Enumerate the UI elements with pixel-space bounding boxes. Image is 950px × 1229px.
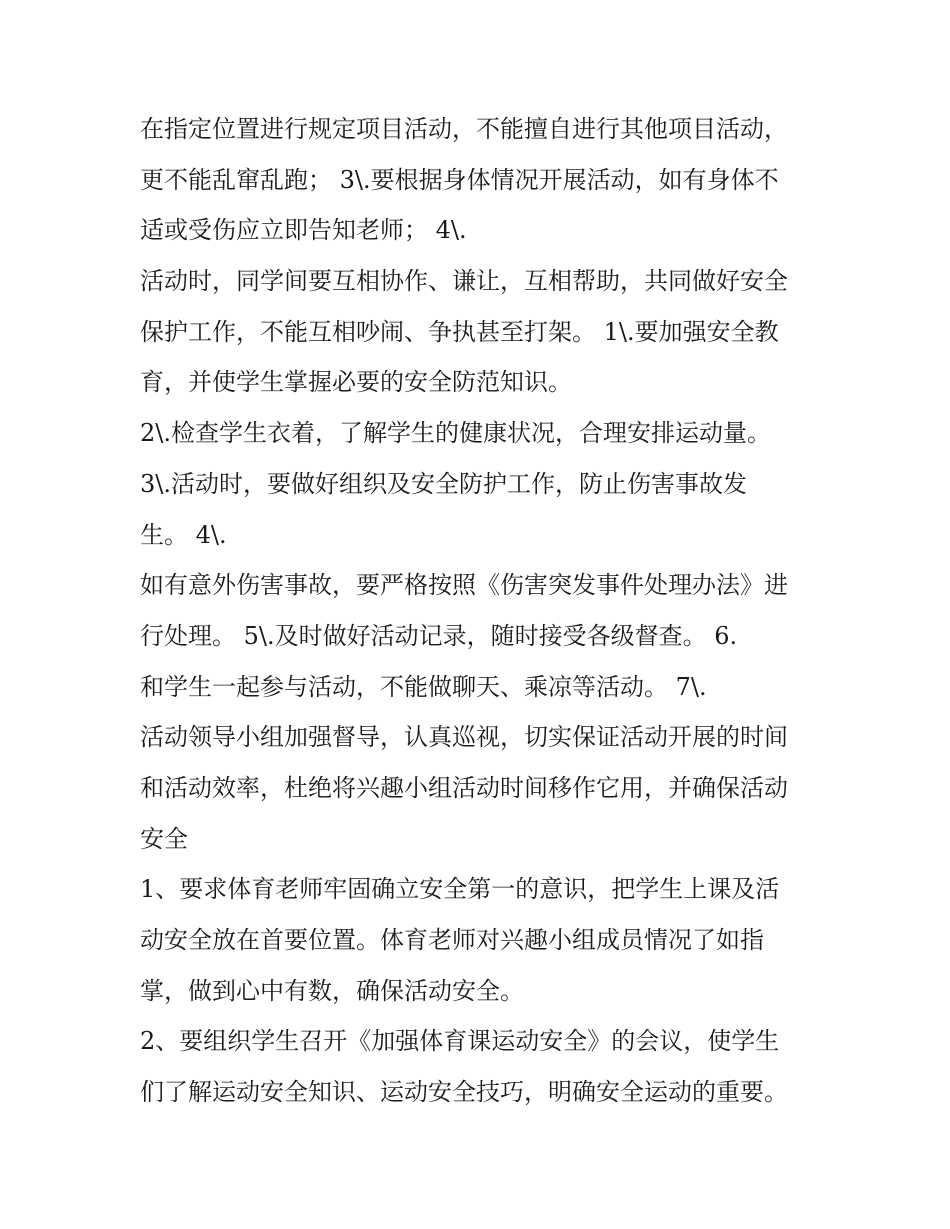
text-line: 在指定位置进行规定项目活动，不能擅自进行其他项目活动，	[140, 115, 788, 143]
text-line: 1、要求体育老师牢固确立安全第一的意识，把学生上课及活	[140, 875, 780, 904]
text-line: 2\.检查学生衣着，了解学生的健康状况，合理安排运动量。	[140, 419, 771, 448]
text-line: 2、要组织学生召开《加强体育课运动安全》的会议，使学生	[140, 1027, 780, 1056]
text-line: 生。 4\.	[140, 520, 227, 549]
text-line: 育，并使学生掌握必要的安全防范知识。	[140, 368, 572, 397]
text-line: 掌，做到心中有数，确保活动安全。	[140, 976, 524, 1005]
text-line: 保护工作，不能互相吵闹、争执甚至打架。 1\.要加强安全教	[140, 317, 779, 346]
text-line: 们了解运动安全知识、运动安全技巧，明确安全运动的重要。	[140, 1078, 788, 1107]
text-line: 和活动效率，杜绝将兴趣小组活动时间移作它用，并确保活动	[140, 773, 788, 802]
text-line: 行处理。 5\.及时做好活动记录，随时接受各级督查。 6.	[140, 621, 738, 650]
body-text	[140, 104, 820, 1118]
text-line: 动安全放在首要位置。体育老师对兴趣小组成员情况了如指	[140, 926, 764, 954]
text-line: 3\.活动时，要做好组织及安全防护工作，防止伤害事故发	[140, 469, 747, 498]
text-line: 活动时，同学间要互相协作、谦让，互相帮助，共同做好安全	[140, 267, 788, 296]
text-line: 适或受伤应立即告知老师； 4\.	[140, 216, 467, 245]
text-line: 活动领导小组加强督导，认真巡视，切实保证活动开展的时间	[140, 723, 788, 752]
text-line: 如有意外伤害事故，要严格按照《伤害突发事件处理办法》进	[140, 571, 788, 600]
text-line: 更不能乱窜乱跑； 3\.要根据身体情况开展活动，如有身体不	[140, 165, 779, 194]
text-line: 和学生一起参与活动，不能做聊天、乘凉等活动。 7\.	[140, 672, 707, 701]
text-line: 安全	[140, 824, 188, 853]
